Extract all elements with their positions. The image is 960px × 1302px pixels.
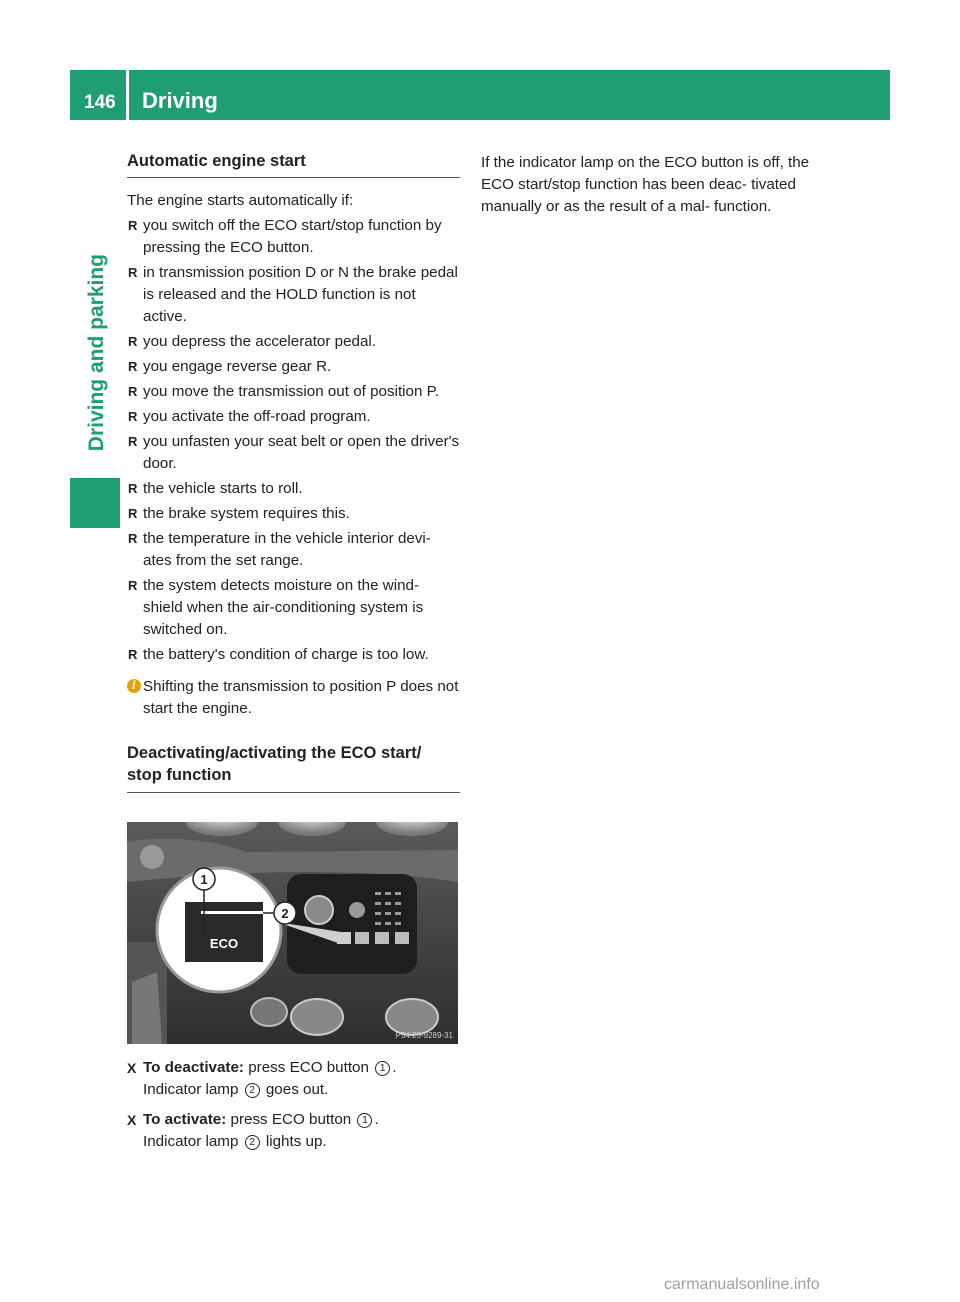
step-deactivate: X To deactivate: press ECO button 1 . Indicator lamp 2 goes out. <box>127 1059 397 1098</box>
callout-ref-2: 2 <box>245 1135 260 1150</box>
section-heading-deactivating: Deactivating/activating the ECO start/ stop function <box>127 744 422 784</box>
heading-rule <box>127 792 460 793</box>
photo-code: P54.25-9289-31 <box>395 1031 453 1040</box>
list-item: R you depress the accelerator pedal. <box>127 331 460 353</box>
list-item: R the vehicle starts to roll. <box>127 478 460 500</box>
dashboard-illustration <box>127 822 458 1044</box>
list-item: R you engage reverse gear R. <box>127 356 460 378</box>
photo-callout-2: 2 <box>281 906 289 921</box>
step-arrow-icon: X <box>127 1060 137 1076</box>
instructions <box>127 1057 460 1161</box>
photo-callout-1: 1 <box>200 872 208 887</box>
callout-ref-1: 1 <box>375 1061 390 1076</box>
list-item: R the battery's condition of charge is too low. <box>127 644 460 666</box>
bullet-icon: R <box>128 578 138 593</box>
list-item: R you switch off the ECO start/stop function by pressing the ECO button. <box>128 217 442 256</box>
eco-button-label: ECO <box>209 936 239 951</box>
callout-ref-1: 1 <box>357 1113 372 1128</box>
list-item: R the system detects moisture on the wind- shield when the air-conditioning system is switched on. <box>128 577 424 638</box>
list-item: R you move the transmission out of position P. <box>127 381 460 403</box>
bullet-icon: R <box>128 265 138 280</box>
step-arrow-icon: X <box>127 1112 137 1128</box>
info-note <box>127 676 460 720</box>
bullet-icon: R <box>128 481 138 496</box>
bullet-icon: R <box>128 647 138 662</box>
list-item: R the brake system requires this. <box>127 503 460 525</box>
header-bar <box>70 70 890 120</box>
bullet-icon: R <box>128 334 138 349</box>
header-divider <box>126 70 129 120</box>
side-tab-label: Driving and parking <box>85 254 108 452</box>
page-number: 146 <box>84 92 116 113</box>
bullet-icon: R <box>128 531 138 546</box>
list-item: R the temperature in the vehicle interior devi- ates from the set range. <box>128 530 431 569</box>
list-item: R you activate the off-road program. <box>127 406 460 428</box>
info-note-text: Shifting the transmission to position P does not start the engine. <box>143 678 459 717</box>
bullet-icon: R <box>128 434 138 449</box>
right-column <box>481 152 821 218</box>
bullet-icon: R <box>128 506 138 521</box>
section-heading-automatic-start: Automatic engine start <box>127 152 306 170</box>
bullet-icon: R <box>128 384 138 399</box>
step-activate: X To activate: press ECO button 1 . Indicator lamp 2 lights up. <box>127 1111 379 1150</box>
list-item: R you unfasten your seat belt or open the driver's door. <box>128 433 460 472</box>
conditions-list <box>127 215 460 666</box>
chapter-title: Driving <box>142 88 218 113</box>
bullet-icon: R <box>128 409 138 424</box>
list-item: R in transmission position D or N the brake pedal is released and the HOLD function is not active. <box>128 264 458 325</box>
callout-ref-2: 2 <box>245 1083 260 1098</box>
watermark: carmanualsonline.info <box>664 1276 820 1293</box>
eco-off-note: If the indicator lamp on the ECO button is off, the ECO start/stop function has been deac- tivated manually or as the result of a mal- function. <box>481 154 810 215</box>
info-icon: i <box>127 679 141 693</box>
bullet-icon: R <box>128 359 138 374</box>
left-column <box>127 150 460 805</box>
bullet-icon: R <box>128 218 138 233</box>
heading-rule <box>127 177 460 178</box>
eco-button-photo <box>127 822 458 1044</box>
side-tab-block <box>70 478 120 528</box>
intro-text: The engine starts automatically if: <box>127 192 354 209</box>
